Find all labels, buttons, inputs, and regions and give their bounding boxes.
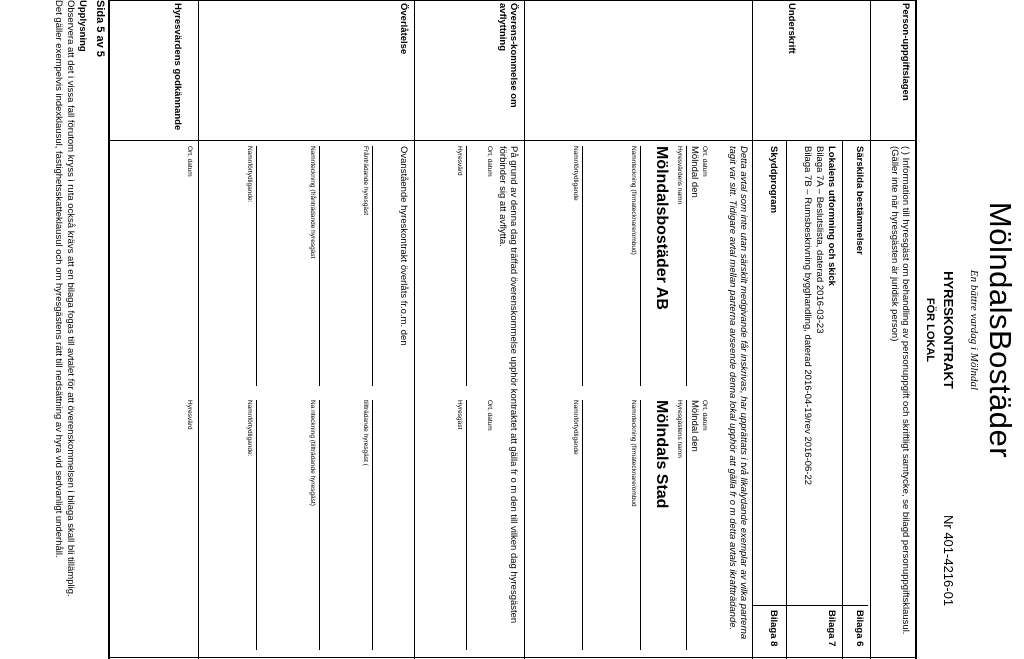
- termination-landlord-caption: Hyresvärd: [456, 146, 463, 176]
- row-divider: [524, 0, 525, 659]
- logo: MölndalsBostäder: [983, 201, 1018, 459]
- footer-line-2: Det gäller exempelvis indexklausul, fastighetsskatteklausul och om hyresgästens rätt till nedsättning av hyra vid sedvanligt underhåll.: [53, 0, 64, 558]
- signature-line: [686, 146, 687, 386]
- assignment-outgoing-caption: Frånträdande hyresgäst: [362, 146, 369, 216]
- annex-7-label: Bilaga 7: [826, 610, 837, 647]
- annex-6-label: Bilaga 6: [854, 610, 865, 647]
- section-label-assignment: Överlåtelse: [398, 3, 409, 55]
- table-right-border: [110, 657, 915, 658]
- assignment-text: Ovanstående hyreskontrakt överlåts fr.o.m. den: [398, 146, 409, 346]
- protection-label: Skyddprogram: [768, 146, 779, 214]
- signature-line: [640, 146, 641, 386]
- signature-intro-text: Detta avtal som inte utan särskilt medgivande får inskrivas, har upprättats i två likalydande exemplar av vilka parterna tagit var sitt. Tidigare avtal mellan parterna avseende denna lokal upphör att gälla fr o m detta avtals ikraftträdande.: [727, 146, 749, 640]
- signature-line: [256, 400, 257, 650]
- place-date-caption-right: Ort, datum: [701, 400, 708, 431]
- footer-line-1: Observera att det i vissa fall förutom kryss i ruta också krävs att en bilaga fogas till avtalet för att överenskommelsen i bilaga skall bli tillämplig.: [65, 0, 76, 597]
- document-title: HYRESKONTRAKT: [941, 271, 956, 389]
- premises-title: Lokalens utformning och skick: [826, 146, 837, 286]
- tenant-name: Mölndals Stad: [653, 400, 670, 509]
- document-subtitle: FÖR LOKAL: [924, 297, 936, 363]
- section-label-termination: Överens-kommelse om avflyttning: [497, 3, 519, 108]
- assignment-clarification-right: Namnförtydligande:: [246, 400, 253, 457]
- table-left-border: [110, 0, 915, 1]
- label-column-divider: [110, 140, 915, 141]
- approval-place-date-caption: Ort, datum: [186, 146, 193, 177]
- tenant-place: Mölndal den: [689, 400, 700, 452]
- termination-tenant-caption: Hyresgäst: [456, 400, 463, 430]
- signature-line: [319, 400, 320, 650]
- signature-line: [466, 400, 467, 650]
- page-number: Sida 5 av 5: [94, 0, 106, 57]
- personal-data-text: ( ) Information till hyresgäst om behandling av personuppgift och skriftligt samtycke, se bilagd personuppgiftsklausul. (Gäller inte när hyresgästen är juridisk person): [889, 146, 911, 635]
- signature-line: [372, 146, 373, 386]
- assignment-sig-incoming: Na nteckning (tillträdande hyresgäst): [309, 400, 316, 506]
- landlord-name: Mölndalsbostäder AB: [653, 146, 670, 310]
- row-divider: [414, 0, 415, 659]
- premises-line-1: Bilaga 7A – Beslutslista, daterad 2016-03-23: [814, 146, 825, 334]
- section-label-approval: Hyresvärdens godkännande: [172, 3, 183, 131]
- signatory-caption-right: Namnteckning (firmatecknare/ombud: [630, 400, 637, 507]
- signature-line: [582, 146, 583, 386]
- signature-line: [372, 400, 373, 650]
- landlord-name-caption: Hyresvärdens namn: [676, 146, 683, 205]
- landlord-place: Mölndal den: [689, 146, 700, 198]
- signatory-caption-left: Namnteckning (firmatecknare/ombud): [630, 146, 637, 255]
- termination-place-date-caption-right: Ort, datum: [486, 400, 493, 431]
- clarification-caption-left: Namnförtydligande: [572, 146, 579, 201]
- place-date-caption-left: Ort, datum: [701, 146, 708, 177]
- assignment-incoming-caption: tillträdande hyresgäst (: [362, 400, 369, 466]
- signature-line: [319, 146, 320, 386]
- termination-place-date-caption-left: Ort, datum: [486, 146, 493, 177]
- section-label-personal-data: Person-uppgiftslagen: [900, 3, 911, 101]
- row-divider: [842, 140, 843, 659]
- premises-line-2: Bilaga 7B – Rumsbeskrivning bygghandling, daterad 2016-04-19/rev 2016-06-22: [802, 146, 813, 486]
- termination-text: På grund av denna dag träffad överenskommelse upphör kontraktet att gälla fr o m den till vilken dag hyresgästen förbinder sig att avflytta.: [497, 146, 519, 624]
- tagline: En bättre vardag i Mölndal: [968, 269, 980, 391]
- row-divider: [786, 140, 787, 659]
- signature-line: [640, 400, 641, 650]
- signature-line: [256, 146, 257, 386]
- assignment-sig-outgoing: Namnteckning (frånträdande hyresgäst: [309, 146, 316, 259]
- row-divider: [752, 0, 753, 659]
- contract-number: Nr 401-4216-01: [941, 515, 956, 607]
- section-label-signature: Underskrift: [786, 3, 797, 54]
- clarification-caption-right: Namnförtydligande: [572, 400, 579, 455]
- row-divider: [198, 0, 199, 659]
- approval-landlord-caption: Hyresvärd: [186, 400, 193, 430]
- annex-8-label: Bilaga 8: [768, 610, 779, 647]
- assignment-clarification-left: Namnförtydligande:: [246, 146, 253, 203]
- row-divider: [870, 0, 871, 659]
- signature-line: [466, 146, 467, 386]
- special-terms-label: Särskilda bestämmelser: [854, 146, 865, 255]
- contract-table: [108, 0, 917, 659]
- signature-line: [686, 400, 687, 650]
- signature-line: [582, 400, 583, 650]
- tenant-name-caption: Hyresgästens namn: [676, 400, 683, 458]
- footer-title: Upplysning: [77, 0, 88, 52]
